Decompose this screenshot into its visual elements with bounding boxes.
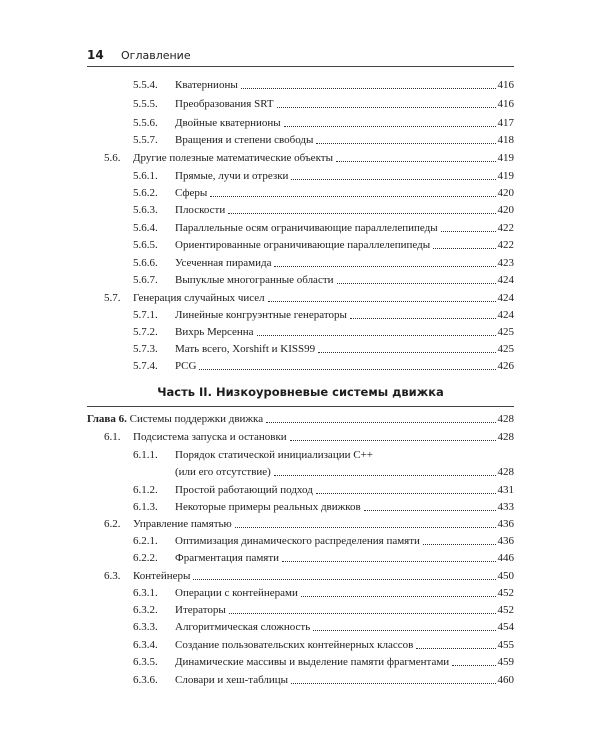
toc-entry[interactable]: [133, 499, 514, 515]
toc-entry-title: Преобразования SRT: [175, 98, 274, 110]
toc-entry[interactable]: [133, 237, 514, 253]
toc-entry-page: 419: [497, 152, 514, 164]
toc-entry-number: 5.5.4.: [133, 79, 158, 91]
dot-leader: [301, 596, 496, 597]
toc-entry-title: Вихрь Мерсенна: [175, 326, 254, 338]
toc-entry-number: 5.7.4.: [133, 360, 158, 372]
toc-entry-number: 5.6.1.: [133, 170, 158, 182]
dot-leader: [241, 88, 496, 89]
toc-entry[interactable]: [133, 324, 514, 340]
toc-entry-page: 417: [497, 117, 514, 129]
toc-entry[interactable]: [133, 77, 514, 93]
toc-entry[interactable]: [133, 185, 514, 201]
toc-entry-title: Динамические массивы и выделение памяти фрагментами: [175, 656, 450, 668]
toc-entry-title: (или его отсутствие): [175, 466, 271, 478]
toc-entry-number: 6.3.4.: [133, 639, 158, 651]
toc-entry-title: Другие полезные математические объекты: [133, 152, 333, 164]
toc-entry-page: 416: [497, 79, 514, 91]
toc-entry-title: Ориентированные ограничивающие параллелепипеды: [175, 239, 431, 251]
toc-entry[interactable]: [133, 132, 514, 148]
toc-entry-page: 454: [497, 621, 514, 633]
dot-leader: [274, 475, 496, 476]
dot-leader: [274, 266, 495, 267]
toc-entry-title: Усеченная пирамида: [175, 257, 272, 269]
dot-leader: [313, 630, 495, 631]
toc-entry-number: 6.3.3.: [133, 621, 158, 633]
toc-entry-page: 436: [497, 518, 514, 530]
toc-entry-title: Операции с контейнерами: [175, 587, 298, 599]
toc-entry-title: Контейнеры: [133, 570, 191, 582]
dot-leader: [452, 665, 495, 666]
dot-leader: [316, 493, 496, 494]
toc-entry-title: Подсистема запуска и остановки: [133, 431, 287, 443]
toc-entry-page: 416: [497, 98, 514, 110]
toc-entry-title-line1: Порядок статической инициализации С++: [175, 449, 373, 461]
dot-leader: [199, 369, 495, 370]
toc-entry-title: Мать всего, Xorshift и KISS99: [175, 343, 316, 355]
toc-entry[interactable]: [133, 550, 514, 566]
toc-entry[interactable]: [133, 220, 514, 236]
toc-entry-title: Прямые, лучи и отрезки: [175, 170, 289, 182]
toc-entry-title: Двойные кватернионы: [175, 117, 281, 129]
toc-entry-number: 6.3.: [104, 570, 121, 582]
toc-entry-title: Некоторые примеры реальных движков: [175, 501, 361, 513]
toc-entry-number: 6.1.3.: [133, 501, 158, 513]
toc-entry[interactable]: [133, 307, 514, 323]
toc-entry-page: 425: [497, 326, 514, 338]
dot-leader: [336, 161, 496, 162]
toc-entry-number: 6.3.2.: [133, 604, 158, 616]
toc-entry-page: 422: [497, 222, 514, 234]
toc-entry-number: 5.6.3.: [133, 204, 158, 216]
toc-entry-page: 426: [497, 360, 514, 372]
part-heading: Часть II. Низкоуровневые системы движка: [157, 385, 444, 399]
toc-entry[interactable]: [133, 619, 514, 635]
toc-entry[interactable]: [104, 516, 514, 532]
toc-entry[interactable]: [104, 290, 514, 306]
toc-entry-title: Словари и хеш-таблицы: [175, 674, 289, 686]
dot-leader: [318, 352, 495, 353]
toc-entry-title: Выпуклые многогранные области: [175, 274, 334, 286]
toc-entry[interactable]: [133, 533, 514, 549]
dot-leader: [433, 248, 495, 249]
chapter-label: Глава 6.: [87, 413, 127, 425]
toc-entry-page: 424: [497, 292, 514, 304]
toc-entry[interactable]: [133, 672, 514, 688]
toc-entry-number: 5.7.3.: [133, 343, 158, 355]
toc-entry-title: Фрагментация памяти: [175, 552, 280, 564]
toc-entry-title: Вращения и степени свободы: [175, 134, 314, 146]
dot-leader: [316, 143, 495, 144]
chapter-title: Системы поддержки движка: [129, 413, 264, 425]
toc-entry-page: 452: [497, 604, 514, 616]
toc-entry-number: 6.1.1.: [133, 449, 158, 461]
toc-entry-number: 6.3.6.: [133, 674, 158, 686]
toc-entry-number: 6.1.2.: [133, 484, 158, 496]
dot-leader: [284, 126, 496, 127]
toc-entry-number: 5.6.4.: [133, 222, 158, 234]
toc-entry-number: 5.6.6.: [133, 257, 158, 269]
toc-entry-title: Генерация случайных чисел: [133, 292, 265, 304]
toc-entry[interactable]: [104, 568, 514, 584]
toc-entry-page: 428: [497, 466, 514, 478]
toc-entry[interactable]: [133, 654, 514, 670]
toc-entry-title: Параллельные осям ограничивающие параллелепипеды: [175, 222, 438, 234]
toc-entry-page: 420: [497, 204, 514, 216]
toc-entry-number: 5.7.2.: [133, 326, 158, 338]
toc-entry[interactable]: [133, 358, 514, 374]
dot-leader: [416, 648, 495, 649]
toc-entry-number: 6.2.: [104, 518, 121, 530]
toc-entry[interactable]: [133, 447, 514, 481]
dot-leader: [337, 283, 496, 284]
toc-entry-number: 5.5.5.: [133, 98, 158, 110]
dot-leader: [290, 440, 496, 441]
dot-leader: [235, 527, 496, 528]
toc-entry-page: 433: [497, 501, 514, 513]
dot-leader: [193, 579, 495, 580]
dot-leader: [291, 683, 495, 684]
toc-entry-page: 428: [497, 431, 514, 443]
toc-entry-page: 424: [497, 274, 514, 286]
toc-entry-title: PCG: [175, 360, 197, 372]
toc-entry-page: 420: [497, 187, 514, 199]
toc-entry-number: 5.5.6.: [133, 117, 158, 129]
chapter-page: 428: [497, 413, 514, 425]
section-rule: [87, 406, 514, 407]
toc-entry-number: 6.3.5.: [133, 656, 158, 668]
toc-entry-title: Плоскости: [175, 204, 226, 216]
dot-leader: [291, 179, 495, 180]
toc-entry-title: Управление памятью: [133, 518, 232, 530]
dot-leader: [350, 318, 496, 319]
toc-entry-page: 423: [497, 257, 514, 269]
dot-leader: [282, 561, 495, 562]
toc-entry-page: 446: [497, 552, 514, 564]
toc-entry-number: 5.7.1.: [133, 309, 158, 321]
toc-entry-page: 459: [497, 656, 514, 668]
toc-entry-title: Линейные конгруэнтные генераторы: [175, 309, 347, 321]
toc-entry-page: 424: [497, 309, 514, 321]
toc-entry[interactable]: [133, 96, 514, 112]
toc-entry[interactable]: [104, 429, 514, 445]
dot-leader: [364, 510, 496, 511]
toc-entry-number: 5.7.: [104, 292, 121, 304]
toc-entry[interactable]: [133, 168, 514, 184]
toc-entry[interactable]: [133, 115, 514, 131]
dot-leader: [266, 422, 495, 423]
dot-leader: [423, 544, 496, 545]
toc-entry-page: 455: [497, 639, 514, 651]
page-header: [87, 46, 514, 67]
toc-entry-number: 6.2.1.: [133, 535, 158, 547]
toc-entry-page: 452: [497, 587, 514, 599]
toc-entry-page: 418: [497, 134, 514, 146]
toc-entry-page: 450: [497, 570, 514, 582]
dot-leader: [268, 301, 496, 302]
toc-entry-title: Создание пользовательских контейнерных классов: [175, 639, 414, 651]
toc-entry-number: 6.3.1.: [133, 587, 158, 599]
toc-entry-number: 5.6.2.: [133, 187, 158, 199]
dot-leader: [257, 335, 496, 336]
running-title: Оглавление: [121, 49, 191, 62]
page-number: 14: [87, 48, 104, 62]
toc-entry[interactable]: [133, 341, 514, 357]
toc-entry-number: 5.6.7.: [133, 274, 158, 286]
toc-entry-page: 422: [497, 239, 514, 251]
toc-entry-page: 419: [497, 170, 514, 182]
dot-leader: [277, 107, 496, 108]
toc-entry-number: 5.5.7.: [133, 134, 158, 146]
toc-entry-number: 6.2.2.: [133, 552, 158, 564]
toc-entry-page: 431: [497, 484, 514, 496]
toc-entry[interactable]: [133, 255, 514, 271]
toc-entry[interactable]: [133, 272, 514, 288]
toc-entry[interactable]: [133, 602, 514, 618]
toc-entry[interactable]: [104, 150, 514, 166]
toc-entry[interactable]: [133, 202, 514, 218]
toc-entry-number: 5.6.: [104, 152, 121, 164]
dot-leader: [229, 613, 496, 614]
toc-entry-number: 5.6.5.: [133, 239, 158, 251]
chapter-entry[interactable]: [87, 411, 514, 427]
dot-leader: [210, 196, 495, 197]
toc-entry-page: 460: [497, 674, 514, 686]
toc-entry-title: Оптимизация динамического распределения памяти: [175, 535, 420, 547]
toc-entry-page: 425: [497, 343, 514, 355]
dot-leader: [441, 231, 496, 232]
toc-entry[interactable]: [133, 482, 514, 498]
toc-entry[interactable]: [133, 637, 514, 653]
toc-entry-title: Простой работающий подход: [175, 484, 313, 496]
toc-entry-page: 436: [497, 535, 514, 547]
toc-entry-title: Итераторы: [175, 604, 226, 616]
toc-entry-number: 6.1.: [104, 431, 121, 443]
toc-entry[interactable]: [133, 585, 514, 601]
toc-entry-title: Сферы: [175, 187, 208, 199]
toc-entry-title: Алгоритмическая сложность: [175, 621, 311, 633]
toc-entry-title: Кватернионы: [175, 79, 238, 91]
dot-leader: [228, 213, 495, 214]
